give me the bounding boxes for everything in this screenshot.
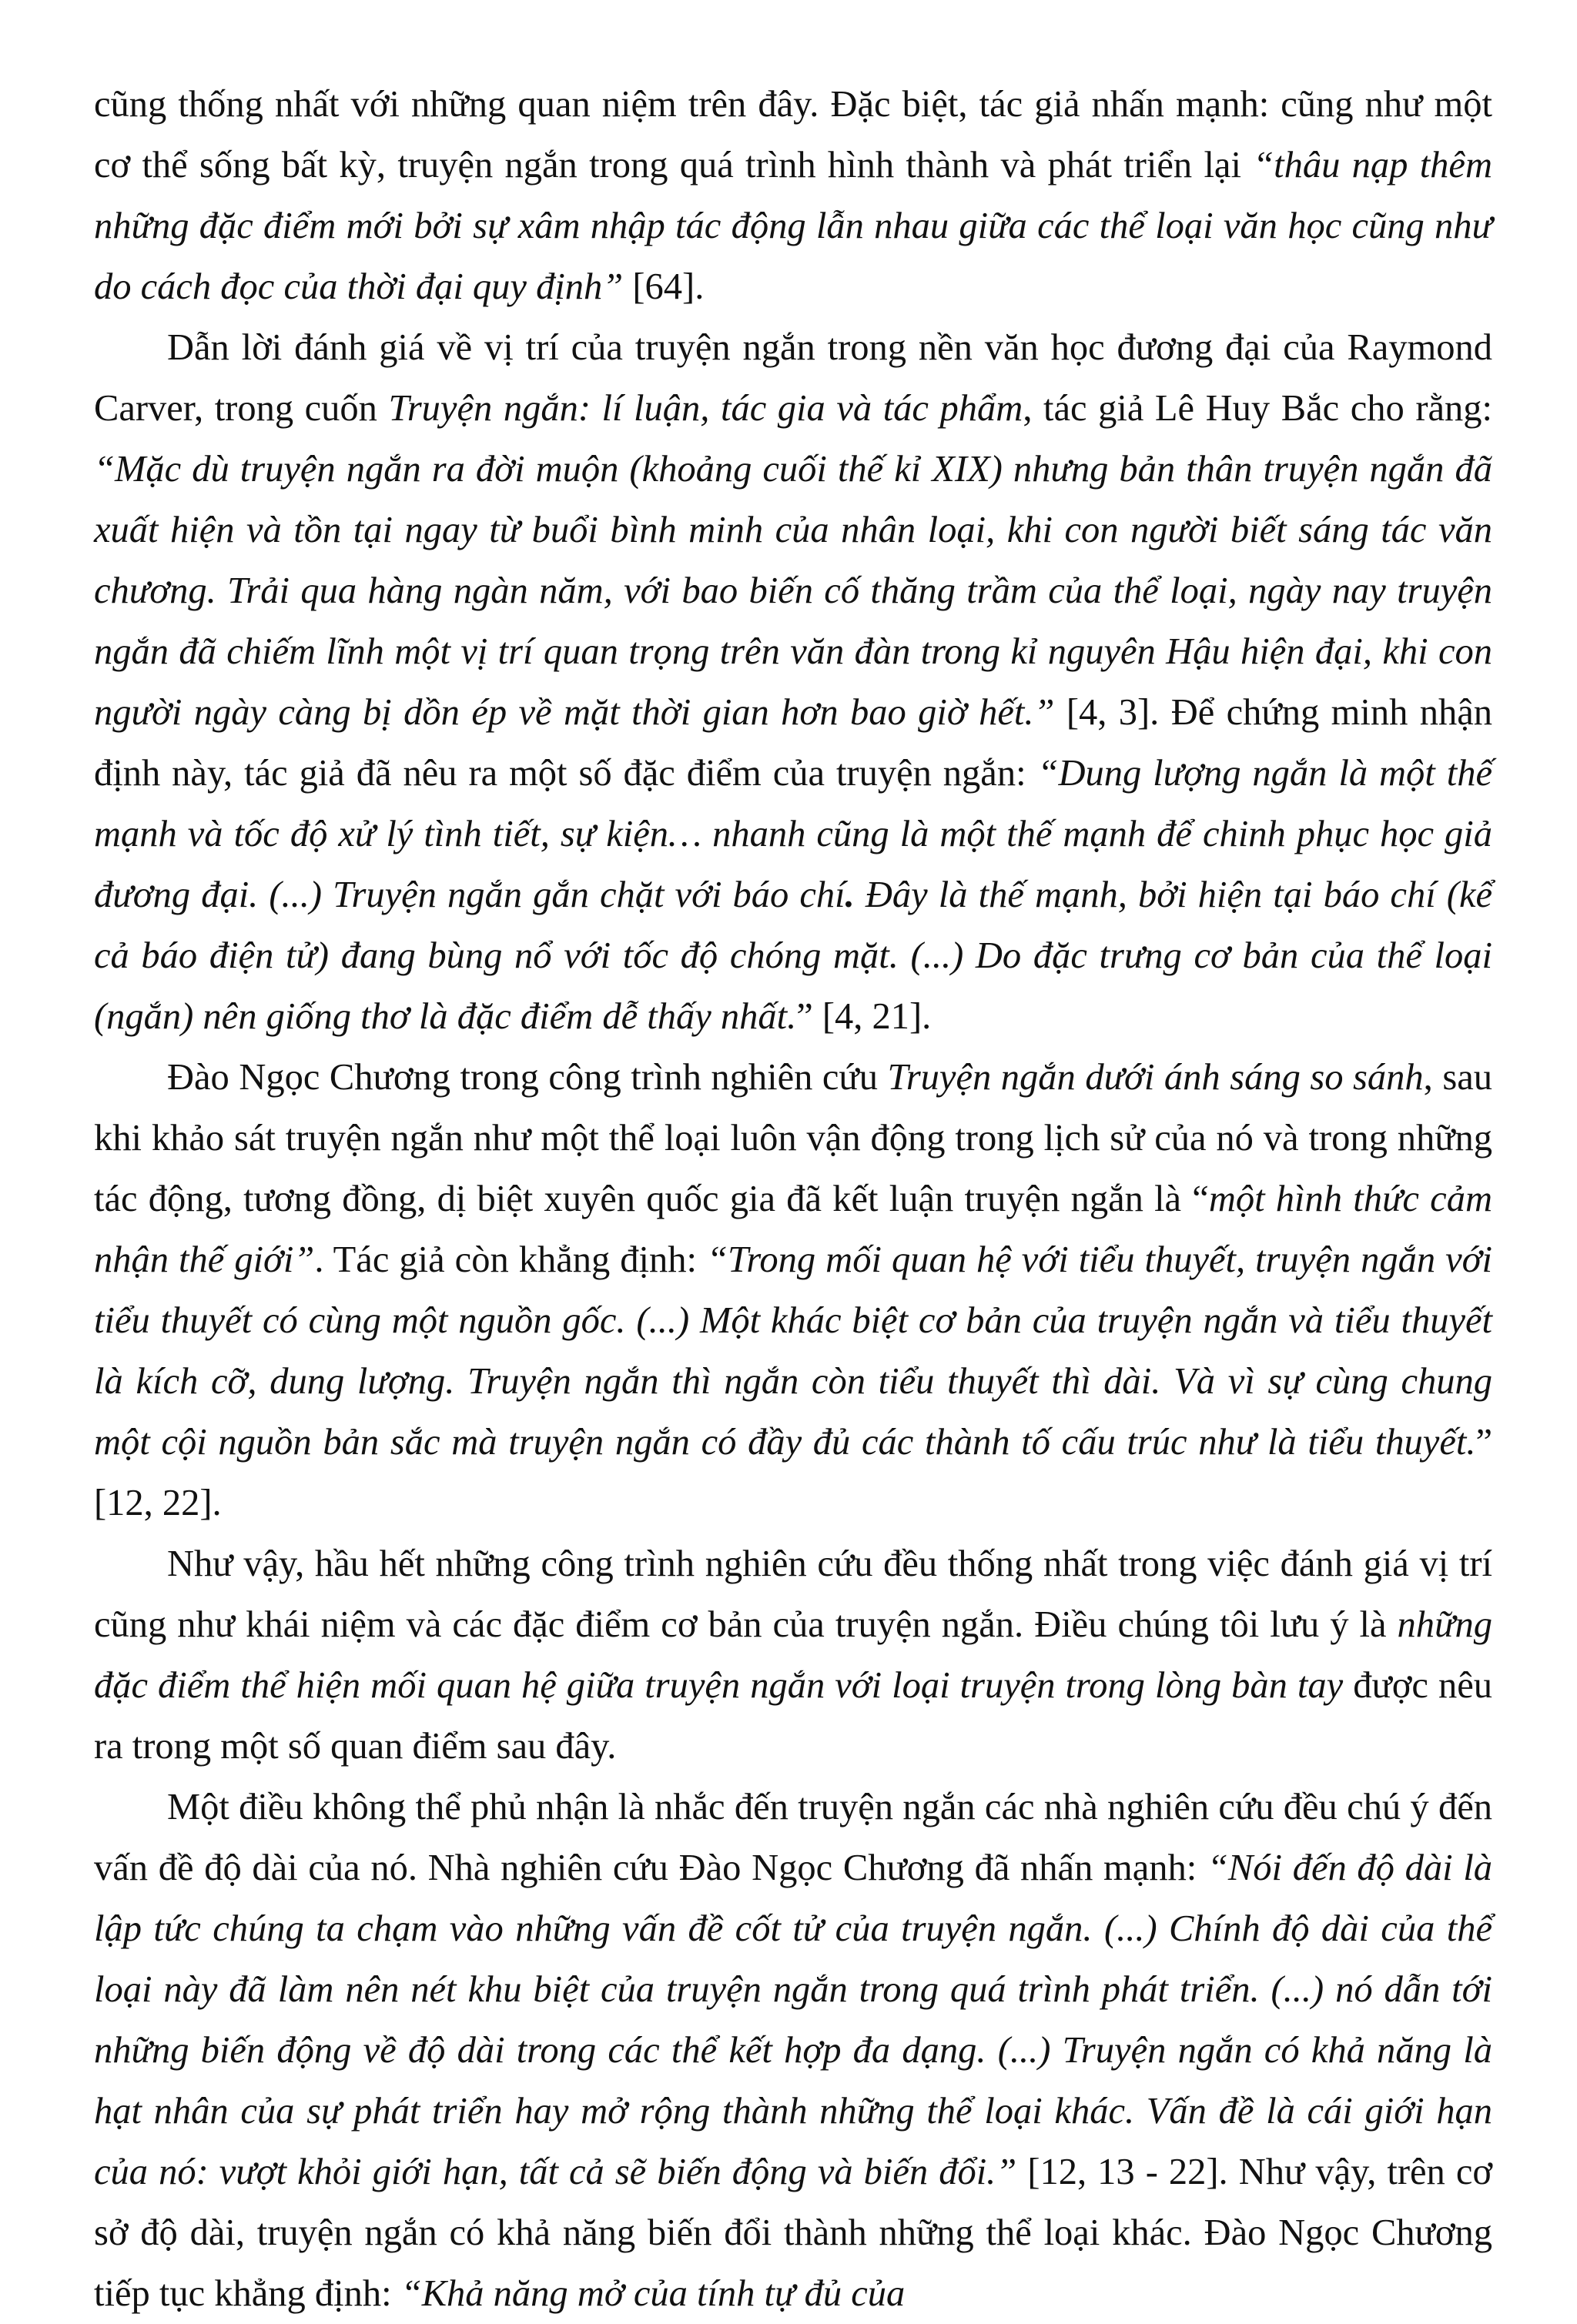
italic-quote: một hình thức cảm nhận thế giới” [94, 1179, 1492, 1280]
paragraph-text: Một điều không thể phủ nhận là nhắc đến truyện ngắn các nhà nghiên cứu đều chú ý đến vấn đề độ dài của nó. Nhà nghiên cứu Đào Ngọc Chương đã nhấn mạnh: [94, 1787, 1492, 1888]
book-title: Truyện ngắn dưới ánh sáng so sánh [887, 1057, 1424, 1098]
italic-quote: “Mặc dù truyện ngắn ra đời muộn (khoảng cuối thế kỉ XIX) nhưng bản thân truyện ngắn đã xuất hiện và tồn tại ngay từ buổi bình minh của nhân loại, khi con người biết sáng tác văn chương. Trải qua hàng ngàn năm, với bao biến cố thăng trầm của thể loại, ngày nay truyện ngắn đã chiếm lĩnh một vị trí quan trọng trên văn đàn trong kỉ nguyên Hậu hiện đại, khi con người ngày càng bị dồn ép về mặt thời gian hơn bao giờ hết.” [94, 449, 1492, 733]
paragraph-text: được nêu ra trong một số quan điểm sau đây. [94, 1665, 1492, 1767]
paragraph-text: Dẫn lời đánh giá về vị trí của truyện ngắn trong nền văn học đương đại của Raymond Carver, trong cuốn [94, 327, 1492, 429]
italic-emphasis: những đặc điểm thể hiện mối quan hệ giữa truyện ngắn với loại truyện trong lòng bàn tay [94, 1604, 1492, 1706]
paragraph-4 [94, 1533, 1492, 1777]
paragraph-5 [94, 1777, 1492, 2324]
paragraph-text: , tác giả Lê Huy Bắc cho rằng: [1023, 388, 1492, 429]
citation: ” [4, 21]. [796, 996, 932, 1037]
paragraph-text: [12, 13 - 22]. Như vậy, trên cơ sở độ dài, truyện ngắn có khả năng biến đổi thành những thể loại khác. Đào Ngọc Chương tiếp tục khẳng định: [94, 2152, 1492, 2314]
paragraph-text: Như vậy, hầu hết những công trình nghiên cứu đều thống nhất trong việc đánh giá vị trí cũng như khái niệm và các đặc điểm cơ bản của truyện ngắn. Điều chúng tôi lưu ý là [94, 1543, 1492, 1645]
paragraph-text: . Tác giả còn khẳng định: [314, 1239, 708, 1280]
italic-quote: Đây là thế mạnh, bởi hiện tại báo chí (kể cả báo điện tử) đang bùng nổ với tốc độ chóng mặt. (...) Do đặc trưng cơ bản của thể loại (ngắn) nên giống thơ là đặc điểm dễ thấy nhất. [94, 874, 1492, 1037]
paragraph-text: [4, 3]. Để chứng minh nhận định này, tác giả đã nêu ra một số đặc điểm của truyện ngắn: [94, 692, 1492, 794]
citation: [64]. [623, 266, 705, 307]
italic-quote: “Dung lượng ngắn là một thế mạnh và tốc độ xử lý tình tiết, sự kiện… nhanh cũng là một thế mạnh để chinh phục học giả đương đại. (...) Truyện ngắn gắn chặt với báo chí [94, 753, 1492, 915]
italic-quote: “thâu nạp thêm những đặc điểm mới bởi sự xâm nhập tác động lẫn nhau giữa các thể loại văn học cũng như do cách đọc của thời đại quy định” [94, 145, 1492, 307]
italic-quote: “Trong mối quan hệ với tiểu thuyết, truyện ngắn với tiểu thuyết có cùng một nguồn gốc. (...) Một khác biệt cơ bản của truyện ngắn và tiểu thuyết là kích cỡ, dung lượng. Truyện ngắn thì ngắn còn tiểu thuyết thì dài. Và vì sự cùng chung một cội nguồn bản sắc mà truyện ngắn có đầy đủ các thành tố cấu trúc như là tiểu thuyết. [94, 1239, 1493, 1463]
paragraph-1 [94, 74, 1492, 317]
document-page [94, 74, 1492, 2324]
bold-period: . [845, 874, 855, 915]
book-title: Truyện ngắn: lí luận, tác gia và tác phẩm [388, 388, 1023, 429]
paragraph-3 [94, 1047, 1492, 1533]
paragraph-text: , sau khi khảo sát truyện ngắn như một thể loại luôn vận động trong lịch sử của nó và trong những tác động, tương đồng, dị biệt xuyên quốc gia đã kết luận truyện ngắn là “ [94, 1057, 1492, 1219]
paragraph-text: cũng thống nhất với những quan niệm trên đây. Đặc biệt, tác giả nhấn mạnh: cũng như một cơ thể sống bất kỳ, truyện ngắn trong quá trình hình thành và phát triển lại [94, 84, 1492, 186]
italic-quote: “Nói đến độ dài là lập tức chúng ta chạm vào những vấn đề cốt tử của truyện ngắn. (...) Chính độ dài của thể loại này đã làm nên nét khu biệt của truyện ngắn trong quá trình phát triển. (...) nó dẫn tới những biến động về độ dài trong các thể kết hợp đa dạng. (...) Truyện ngắn có khả năng là hạt nhân của sự phát triển hay mở rộng thành những thể loại khác. Vấn đề là cái giới hạn của nó: vượt khỏi giới hạn, tất cả sẽ biến động và biến đổi.” [94, 1847, 1493, 2192]
paragraph-text: Đào Ngọc Chương trong công trình nghiên cứu [167, 1057, 888, 1098]
citation: ” [12, 22]. [94, 1422, 1492, 1523]
paragraph-2 [94, 317, 1492, 1047]
italic-quote: “Khả năng mở của tính tự đủ của [400, 2273, 906, 2314]
